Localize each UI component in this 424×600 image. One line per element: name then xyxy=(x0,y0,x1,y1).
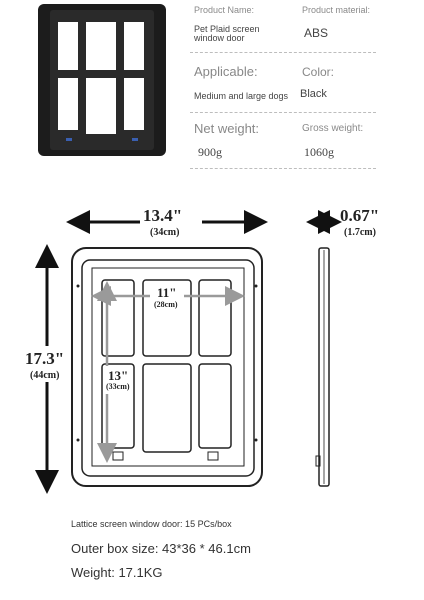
inner-width-inches: 11" xyxy=(157,285,177,300)
inner-height-inches: 13" xyxy=(108,368,129,383)
net-weight-label: Net weight: xyxy=(194,121,260,136)
depth-cm: (1.7cm) xyxy=(344,227,376,238)
packing-info: Lattice screen window door: 15 PCs/box xyxy=(71,519,232,529)
divider xyxy=(190,112,376,113)
width-cm: (34cm) xyxy=(150,227,180,238)
product-name-value-line1: Pet Plaid screen xyxy=(194,24,260,34)
color-label: Color: xyxy=(302,65,335,79)
width-inches: 13.4" xyxy=(143,206,183,225)
divider xyxy=(190,168,376,169)
product-name-value-line2: window door xyxy=(194,33,245,43)
inner-height-cm: (33cm) xyxy=(106,382,130,391)
gross-weight-label: Gross weight: xyxy=(302,123,364,134)
inner-width-cm: (28cm) xyxy=(154,300,178,309)
net-weight-value: 900g xyxy=(198,145,222,159)
color-value: Black xyxy=(300,88,327,100)
product-material-value: ABS xyxy=(304,26,329,40)
product-name-label: Product Name: xyxy=(194,5,255,15)
applicable-label: Applicable: xyxy=(194,64,258,79)
gross-weight-value: 1060g xyxy=(304,145,334,159)
product-photo xyxy=(36,2,168,158)
depth-inches: 0.67" xyxy=(340,206,380,225)
applicable-value: Medium and large dogs xyxy=(194,91,289,101)
divider xyxy=(190,52,376,53)
weight-info: Weight: 17.1KG xyxy=(71,565,163,580)
product-material-label: Product material: xyxy=(302,5,371,15)
height-cm: (44cm) xyxy=(30,370,60,381)
outer-box-size: Outer box size: 43*36 * 46.1cm xyxy=(71,541,251,556)
height-inches: 17.3" xyxy=(25,349,65,368)
